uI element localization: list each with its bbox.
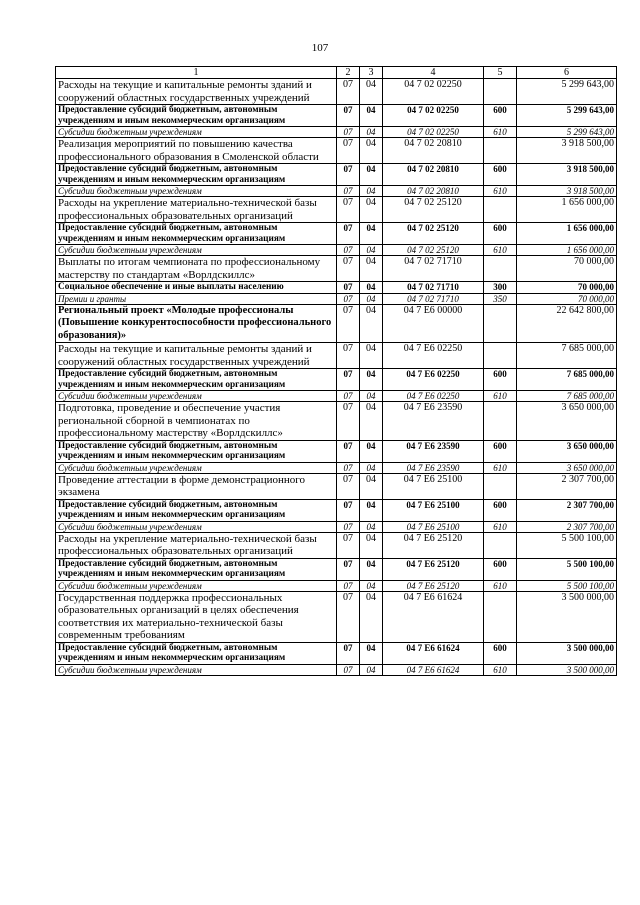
section-code-cell: 07 <box>337 402 360 441</box>
section-code-cell: 07 <box>337 580 360 591</box>
table-body <box>56 79 617 676</box>
section-code-cell: 07 <box>337 440 360 462</box>
row-name-cell: Субсидии бюджетным учреждениям <box>56 664 337 675</box>
subsection-code-cell: 04 <box>360 440 383 462</box>
amount-cell: 3 500 000,00 <box>517 591 617 642</box>
amount-cell: 3 918 500,00 <box>517 138 617 164</box>
subsection-code-cell: 04 <box>360 138 383 164</box>
amount-cell: 5 500 100,00 <box>517 580 617 591</box>
target-article-cell: 04 7 E6 23590 <box>383 402 484 441</box>
section-code-cell: 07 <box>337 282 360 294</box>
expense-type-cell: 600 <box>484 369 517 391</box>
table-row <box>56 343 617 369</box>
row-name-cell: Расходы на укрепление материально-технической базы профессиональных образовательных организаций <box>56 532 337 558</box>
target-article-cell: 04 7 E6 02250 <box>383 369 484 391</box>
table-row <box>56 282 617 294</box>
expense-type-cell: 600 <box>484 642 517 664</box>
amount-cell: 2 307 700,00 <box>517 499 617 521</box>
table-row <box>56 127 617 138</box>
expense-type-cell <box>484 532 517 558</box>
row-name-cell: Субсидии бюджетным учреждениям <box>56 391 337 402</box>
table-row <box>56 558 617 580</box>
section-code-cell: 07 <box>337 164 360 186</box>
expense-type-cell <box>484 473 517 499</box>
row-name-cell: Выплаты по итогам чемпионата по профессиональному мастерству по стандартам «Ворлдскиллс» <box>56 256 337 282</box>
target-article-cell: 04 7 E6 25100 <box>383 521 484 532</box>
table-row <box>56 664 617 675</box>
subsection-code-cell: 04 <box>360 304 383 343</box>
section-code-cell: 07 <box>337 304 360 343</box>
column-header: 2 <box>337 67 360 79</box>
expense-type-cell <box>484 79 517 105</box>
row-name-cell: Субсидии бюджетным учреждениям <box>56 186 337 197</box>
expense-type-cell: 610 <box>484 391 517 402</box>
row-name-cell: Предоставление субсидий бюджетным, автономным учреждениям и иным некоммерческим организациям <box>56 499 337 521</box>
target-article-cell: 04 7 E6 02250 <box>383 343 484 369</box>
target-article-cell: 04 7 02 02250 <box>383 79 484 105</box>
amount-cell: 1 656 000,00 <box>517 223 617 245</box>
table-row <box>56 440 617 462</box>
amount-cell: 22 642 800,00 <box>517 304 617 343</box>
table-row <box>56 580 617 591</box>
expense-type-cell <box>484 591 517 642</box>
subsection-code-cell: 04 <box>360 391 383 402</box>
table-row <box>56 245 617 256</box>
row-name-cell: Субсидии бюджетным учреждениям <box>56 462 337 473</box>
table-row <box>56 499 617 521</box>
row-name-cell: Проведение аттестации в форме демонстрационного экзамена <box>56 473 337 499</box>
table-row <box>56 369 617 391</box>
section-code-cell: 07 <box>337 369 360 391</box>
target-article-cell: 04 7 02 02250 <box>383 105 484 127</box>
expense-type-cell: 610 <box>484 664 517 675</box>
expense-type-cell <box>484 256 517 282</box>
amount-cell: 7 685 000,00 <box>517 391 617 402</box>
expense-type-cell <box>484 197 517 223</box>
table-row <box>56 105 617 127</box>
row-name-cell: Предоставление субсидий бюджетным, автономным учреждениям и иным некоммерческим организациям <box>56 164 337 186</box>
section-code-cell: 07 <box>337 197 360 223</box>
target-article-cell: 04 7 02 71710 <box>383 256 484 282</box>
target-article-cell: 04 7 02 20810 <box>383 186 484 197</box>
expense-type-cell: 610 <box>484 462 517 473</box>
amount-cell: 3 650 000,00 <box>517 440 617 462</box>
target-article-cell: 04 7 E6 25100 <box>383 499 484 521</box>
expense-type-cell <box>484 343 517 369</box>
section-code-cell: 07 <box>337 105 360 127</box>
expense-type-cell: 600 <box>484 164 517 186</box>
section-code-cell: 07 <box>337 558 360 580</box>
expense-type-cell <box>484 304 517 343</box>
expense-type-cell: 610 <box>484 580 517 591</box>
subsection-code-cell: 04 <box>360 591 383 642</box>
row-name-cell: Предоставление субсидий бюджетным, автономным учреждениям и иным некоммерческим организациям <box>56 223 337 245</box>
expense-type-cell: 300 <box>484 282 517 294</box>
table-row <box>56 402 617 441</box>
target-article-cell: 04 7 02 71710 <box>383 282 484 294</box>
section-code-cell: 07 <box>337 473 360 499</box>
expense-type-cell <box>484 138 517 164</box>
subsection-code-cell: 04 <box>360 197 383 223</box>
section-code-cell: 07 <box>337 591 360 642</box>
section-code-cell: 07 <box>337 521 360 532</box>
subsection-code-cell: 04 <box>360 105 383 127</box>
subsection-code-cell: 04 <box>360 558 383 580</box>
subsection-code-cell: 04 <box>360 79 383 105</box>
subsection-code-cell: 04 <box>360 186 383 197</box>
target-article-cell: 04 7 02 25120 <box>383 223 484 245</box>
table-row <box>56 197 617 223</box>
target-article-cell: 04 7 02 02250 <box>383 127 484 138</box>
table-row <box>56 473 617 499</box>
expense-type-cell: 350 <box>484 293 517 304</box>
amount-cell: 3 918 500,00 <box>517 164 617 186</box>
column-header: 1 <box>56 67 337 79</box>
target-article-cell: 04 7 E6 25120 <box>383 532 484 558</box>
expense-type-cell: 600 <box>484 223 517 245</box>
expense-type-cell: 600 <box>484 440 517 462</box>
table-row <box>56 164 617 186</box>
subsection-code-cell: 04 <box>360 282 383 294</box>
subsection-code-cell: 04 <box>360 532 383 558</box>
section-code-cell: 07 <box>337 293 360 304</box>
column-header: 6 <box>517 67 617 79</box>
table-row <box>56 591 617 642</box>
subsection-code-cell: 04 <box>360 402 383 441</box>
budget-table <box>55 66 617 676</box>
expense-type-cell: 610 <box>484 521 517 532</box>
amount-cell: 1 656 000,00 <box>517 245 617 256</box>
subsection-code-cell: 04 <box>360 343 383 369</box>
amount-cell: 70 000,00 <box>517 282 617 294</box>
row-name-cell: Субсидии бюджетным учреждениям <box>56 521 337 532</box>
target-article-cell: 04 7 E6 02250 <box>383 391 484 402</box>
row-name-cell: Подготовка, проведение и обеспечение участия региональной сборной в чемпионатах по профессиональному мастерству «Ворлдскиллс» <box>56 402 337 441</box>
subsection-code-cell: 04 <box>360 245 383 256</box>
row-name-cell: Предоставление субсидий бюджетным, автономным учреждениям и иным некоммерческим организациям <box>56 642 337 664</box>
column-header: 5 <box>484 67 517 79</box>
page-number: 107 <box>311 42 329 54</box>
section-code-cell: 07 <box>337 256 360 282</box>
table-row <box>56 462 617 473</box>
row-name-cell: Расходы на текущие и капитальные ремонты зданий и сооружений областных государственных учреждений <box>56 343 337 369</box>
amount-cell: 70 000,00 <box>517 293 617 304</box>
expense-type-cell: 600 <box>484 105 517 127</box>
expense-type-cell: 600 <box>484 499 517 521</box>
table-row <box>56 256 617 282</box>
subsection-code-cell: 04 <box>360 462 383 473</box>
table-row <box>56 642 617 664</box>
row-name-cell: Региональный проект «Молодые профессионалы (Повышение конкурентоспособности профессионального образования)» <box>56 304 337 343</box>
subsection-code-cell: 04 <box>360 664 383 675</box>
amount-cell: 5 500 100,00 <box>517 532 617 558</box>
amount-cell: 2 307 700,00 <box>517 473 617 499</box>
target-article-cell: 04 7 E6 00000 <box>383 304 484 343</box>
section-code-cell: 07 <box>337 664 360 675</box>
target-article-cell: 04 7 E6 25120 <box>383 580 484 591</box>
section-code-cell: 07 <box>337 186 360 197</box>
table-row <box>56 293 617 304</box>
subsection-code-cell: 04 <box>360 642 383 664</box>
table-row <box>56 186 617 197</box>
section-code-cell: 07 <box>337 499 360 521</box>
table-row <box>56 304 617 343</box>
expense-type-cell <box>484 402 517 441</box>
amount-cell: 70 000,00 <box>517 256 617 282</box>
subsection-code-cell: 04 <box>360 369 383 391</box>
target-article-cell: 04 7 02 25120 <box>383 245 484 256</box>
section-code-cell: 07 <box>337 532 360 558</box>
expense-type-cell: 610 <box>484 127 517 138</box>
subsection-code-cell: 04 <box>360 164 383 186</box>
amount-cell: 7 685 000,00 <box>517 369 617 391</box>
row-name-cell: Государственная поддержка профессиональных образовательных организаций в целях обеспечения соответствия их материально-технической базы современным требованиям <box>56 591 337 642</box>
table-row <box>56 521 617 532</box>
subsection-code-cell: 04 <box>360 223 383 245</box>
expense-type-cell: 610 <box>484 186 517 197</box>
target-article-cell: 04 7 02 20810 <box>383 138 484 164</box>
amount-cell: 5 299 643,00 <box>517 127 617 138</box>
target-article-cell: 04 7 E6 61624 <box>383 664 484 675</box>
subsection-code-cell: 04 <box>360 473 383 499</box>
subsection-code-cell: 04 <box>360 580 383 591</box>
section-code-cell: 07 <box>337 462 360 473</box>
row-name-cell: Предоставление субсидий бюджетным, автономным учреждениям и иным некоммерческим организациям <box>56 105 337 127</box>
target-article-cell: 04 7 E6 61624 <box>383 642 484 664</box>
row-name-cell: Предоставление субсидий бюджетным, автономным учреждениям и иным некоммерческим организациям <box>56 369 337 391</box>
section-code-cell: 07 <box>337 391 360 402</box>
subsection-code-cell: 04 <box>360 256 383 282</box>
expense-type-cell: 600 <box>484 558 517 580</box>
row-name-cell: Предоставление субсидий бюджетным, автономным учреждениям и иным некоммерческим организациям <box>56 440 337 462</box>
section-code-cell: 07 <box>337 79 360 105</box>
row-name-cell: Социальное обеспечение и иные выплаты населению <box>56 282 337 294</box>
amount-cell: 3 918 500,00 <box>517 186 617 197</box>
expense-type-cell: 610 <box>484 245 517 256</box>
table-row <box>56 138 617 164</box>
subsection-code-cell: 04 <box>360 499 383 521</box>
amount-cell: 3 650 000,00 <box>517 402 617 441</box>
subsection-code-cell: 04 <box>360 521 383 532</box>
section-code-cell: 07 <box>337 245 360 256</box>
row-name-cell: Расходы на укрепление материально-технической базы профессиональных образовательных организаций <box>56 197 337 223</box>
target-article-cell: 04 7 E6 23590 <box>383 462 484 473</box>
section-code-cell: 07 <box>337 138 360 164</box>
amount-cell: 3 500 000,00 <box>517 664 617 675</box>
amount-cell: 5 299 643,00 <box>517 105 617 127</box>
target-article-cell: 04 7 E6 25120 <box>383 558 484 580</box>
target-article-cell: 04 7 02 20810 <box>383 164 484 186</box>
subsection-code-cell: 04 <box>360 127 383 138</box>
amount-cell: 1 656 000,00 <box>517 197 617 223</box>
section-code-cell: 07 <box>337 127 360 138</box>
section-code-cell: 07 <box>337 343 360 369</box>
target-article-cell: 04 7 E6 61624 <box>383 591 484 642</box>
amount-cell: 3 500 000,00 <box>517 642 617 664</box>
target-article-cell: 04 7 E6 25100 <box>383 473 484 499</box>
section-code-cell: 07 <box>337 223 360 245</box>
row-name-cell: Субсидии бюджетным учреждениям <box>56 245 337 256</box>
row-name-cell: Предоставление субсидий бюджетным, автономным учреждениям и иным некоммерческим организациям <box>56 558 337 580</box>
column-header: 4 <box>383 67 484 79</box>
row-name-cell: Премии и гранты <box>56 293 337 304</box>
amount-cell: 3 650 000,00 <box>517 462 617 473</box>
row-name-cell: Реализация мероприятий по повышению качества профессионального образования в Смоленской области <box>56 138 337 164</box>
amount-cell: 5 299 643,00 <box>517 79 617 105</box>
subsection-code-cell: 04 <box>360 293 383 304</box>
target-article-cell: 04 7 E6 23590 <box>383 440 484 462</box>
amount-cell: 7 685 000,00 <box>517 343 617 369</box>
amount-cell: 5 500 100,00 <box>517 558 617 580</box>
table-row <box>56 79 617 105</box>
row-name-cell: Субсидии бюджетным учреждениям <box>56 580 337 591</box>
target-article-cell: 04 7 02 71710 <box>383 293 484 304</box>
column-header: 3 <box>360 67 383 79</box>
table-row <box>56 223 617 245</box>
section-code-cell: 07 <box>337 642 360 664</box>
table-header-row <box>56 67 617 79</box>
amount-cell: 2 307 700,00 <box>517 521 617 532</box>
target-article-cell: 04 7 02 25120 <box>383 197 484 223</box>
table-row <box>56 391 617 402</box>
table-row <box>56 532 617 558</box>
row-name-cell: Расходы на текущие и капитальные ремонты зданий и сооружений областных государственных учреждений <box>56 79 337 105</box>
row-name-cell: Субсидии бюджетным учреждениям <box>56 127 337 138</box>
